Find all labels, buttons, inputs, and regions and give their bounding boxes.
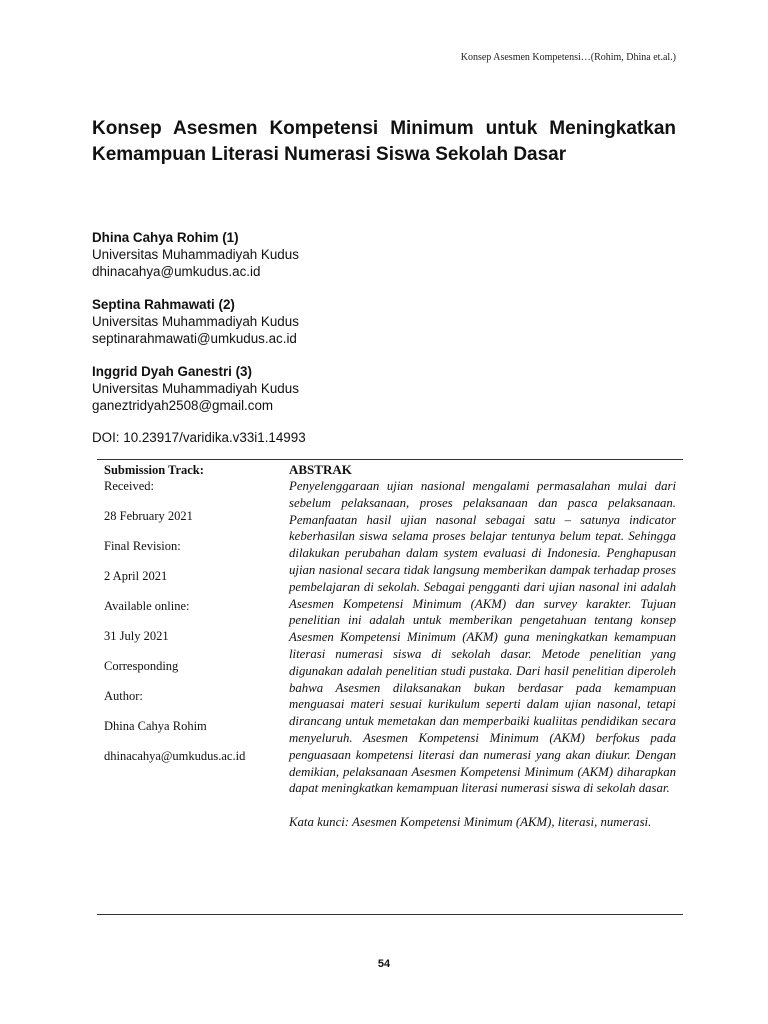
running-header: Konsep Asesmen Kompetensi…(Rohim, Dhina et.al.) [460,52,676,63]
article-info-table [97,459,683,915]
abstract-heading: ABSTRAK [289,462,352,477]
author-email: ganeztridyah2508@gmail.com [92,398,274,413]
received-label: Received: [104,479,154,493]
keywords: Kata kunci: Asesmen Kompetensi Minimum (AKM), literasi, numerasi. [289,815,652,830]
received-date: 28 February 2021 [104,509,193,523]
author-block [92,229,676,280]
author-affiliation: Universitas Muhammadiyah Kudus [92,247,299,262]
corresponding-author-name: Dhina Cahya Rohim [104,719,207,733]
doi: DOI: 10.23917/varidika.v33i1.14993 [92,430,306,445]
final-revision-date: 2 April 2021 [104,569,168,583]
paper-title: Konsep Asesmen Kompetensi Minimum untuk Meningkatkan Kemampuan Literasi Numerasi Siswa Sekolah Dasar [92,118,676,165]
submission-track-label: Submission Track: [104,463,204,477]
corresponding-author-email: dhinacahya@umkudus.ac.id [104,749,246,763]
author-block [92,363,676,414]
submission-track [104,462,284,779]
abstract-section [289,462,676,831]
author-name: Dhina Cahya Rohim (1) [92,230,239,245]
author-email: dhinacahya@umkudus.ac.id [92,264,261,279]
corresponding-label: Corresponding [104,659,179,673]
author-list [92,229,676,430]
final-revision-label: Final Revision: [104,539,181,553]
author-email: septinarahmawati@umkudus.ac.id [92,331,297,346]
author-affiliation: Universitas Muhammadiyah Kudus [92,314,299,329]
author-name: Septina Rahmawati (2) [92,297,235,312]
abstract-text: Penyelenggaraan ujian nasional mengalami permasalahan mulai dari sebelum pelaksanaan, proses pelaksanaan dan pasca pelaksanaan. Pemanfaatan hasil ujian nasonal sebagai satu – satunya indicator keberhasilan siswa selama proses belajar tentunya belum tepat. Sehingga dilakukan perubahan dalam system evaluasi di Indonesia. Penghapusan ujian nasional secara tidak langsung memberikan dampak terhadap proses pembelajaran di sekolah. Sebagai pengganti dari ujian nasonal ini adalah Asesmen Kompetensi Minimum (AKM) dan survey karakter. Tujuan penelitian ini adalah untuk memberikan pengetahuan tentang konsep Asesmen Kompetensi Minimum (AKM) guna meningkatkan kemampuan literasi numerasi siswa di sekolah dasar. Metode penelitian yang digunakan adalah penelitian studi pustaka. Dari hasil penelitian diperoleh bahwa Asesmen dilaksanakan bukan berdasar pada kemampuan menguasai materi sesuai kurikulum seperti dalam ujian nasonal, tetapi dirancang untuk memetakan dan memperbaiki kualiitas pendidikan secara menyeluruh. Asesmen Kompetensi Minimum (AKM) berfokus pada penguasaan kompetensi literasi dan numerasi yang akan diukur. Dengan demikian, pelaksanaan Asesmen Kompetensi Minimum (AKM) diharapkan dapat meningkatkan kemampuan literasi numerasi siswa di sekolah dasar. [289,479,676,796]
available-online-label: Available online: [104,599,190,613]
author-block [92,296,676,347]
author-name: Inggrid Dyah Ganestri (3) [92,364,252,379]
available-online-date: 31 July 2021 [104,629,169,643]
author-affiliation: Universitas Muhammadiyah Kudus [92,381,299,396]
author-label: Author: [104,689,143,703]
page-number: 54 [377,958,391,970]
